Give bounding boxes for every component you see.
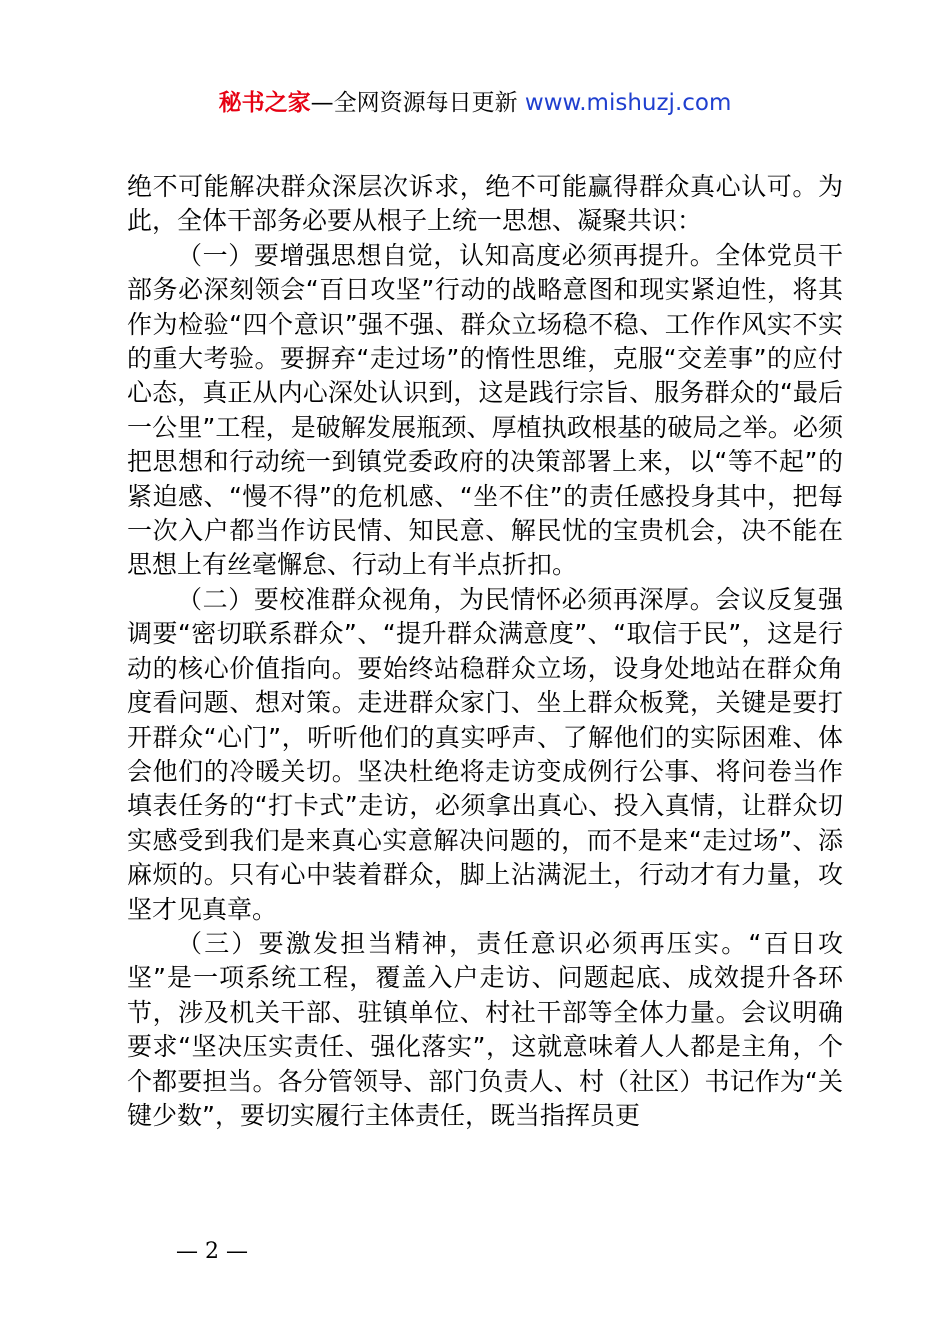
paragraph-section-3: （三）要激发担当精神，责任意识必须再压实。“百日攻坚”是一项系统工程，覆盖入户走访、问题起底、成效提升各环节，涉及机关干部、驻镇单位、村社干部等全体力量。会议明确要求“坚决压实责任、强化落实”，这就意味着人人都是主角，个个都要担当。各分管领导、部门负责人、村（社区）书记作为“关键少数”，要切实履行主体责任，既当指挥员更 [127, 928, 843, 1130]
paragraph-section-2: （二）要校准群众视角，为民情怀必须再深厚。会议反复强调要“密切联系群众”、“提升群众满意度”、“取信于民”，这是行动的核心价值指向。要始终站稳群众立场，设身处地站在群众角度看问题、想对策。走进群众家门、坐上群众板凳，关键是要打开群众“心门”，听听他们的真实呼声、了解他们的实际困难、体会他们的冷暖关切。坚决杜绝将走访变成例行公事、将问卷当作填表任务的“打卡式”走访，必须拿出真心、投入真情，让群众切实感受到我们是来真心实意解决问题的，而不是来“走过场”、添麻烦的。只有心中装着群众，脚上沾满泥土，行动才有力量，攻坚才见真章。 [127, 584, 843, 924]
site-header-banner [0, 86, 950, 120]
page-number: — 2 — [176, 1239, 248, 1264]
site-tagline: —全网资源每日更新 [310, 90, 525, 116]
site-brand-name: 秘书之家 [218, 90, 311, 116]
document-body [127, 170, 843, 1133]
site-url-link[interactable]: www.mishuzj.com [524, 90, 732, 116]
paragraph-section-1: （一）要增强思想自觉，认知高度必须再提升。全体党员干部务必深刻领会“百日攻坚”行动的战略意图和现实紧迫性，将其作为检验“四个意识”强不强、群众立场稳不稳、工作作风实不实的重大考验。要摒弃“走过场”的惰性思维，克服“交差事”的应付心态，真正从内心深处认识到，这是践行宗旨、服务群众的“最后一公里”工程，是破解发展瓶颈、厚植执政根基的破局之举。必须把思想和行动统一到镇党委政府的决策部署上来，以“等不起”的紧迫感、“慢不得”的危机感、“坐不住”的责任感投身其中，把每一次入户都当作访民情、知民意、解民忧的宝贵机会，决不能在思想上有丝毫懈怠、行动上有半点折扣。 [127, 240, 843, 580]
paragraph-continued: 绝不可能解决群众深层次诉求，绝不可能赢得群众真心认可。为此，全体干部务必要从根子上统一思想、凝聚共识： [127, 172, 843, 236]
